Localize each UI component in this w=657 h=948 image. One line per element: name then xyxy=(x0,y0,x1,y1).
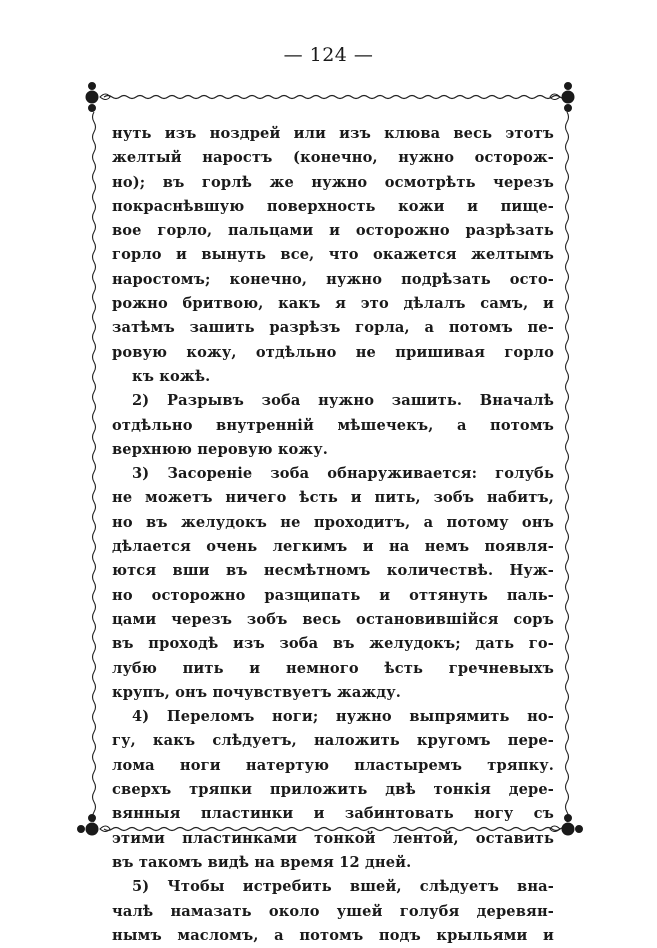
text-line: чалѣ намазать около ушей голубя деревян- xyxy=(112,902,554,920)
text-line: горло и вынуть все, что окажется желтымъ xyxy=(112,246,554,264)
text-line: 2) Разрывъ зоба нужно зашить. Вначалѣ xyxy=(132,392,554,410)
text-line: верхнюю перовую кожу. xyxy=(112,440,329,458)
text-line: затѣмъ зашить разрѣзъ горла, а потомъ пе- xyxy=(112,319,554,337)
body-text xyxy=(112,122,554,948)
text-line: сверхъ тряпки приложить двѣ тонкія дере- xyxy=(112,781,554,799)
text-line: вянныя пластинки и забинтовать ногу съ xyxy=(112,805,554,823)
text-line: но въ желудокъ не проходитъ, а потому онъ xyxy=(112,513,554,531)
text-line: 5) Чтобы истребить вшей, слѣдуетъ вна- xyxy=(132,878,554,896)
top-border-line xyxy=(104,96,568,99)
text-line: но); въ горлѣ же нужно осмотрѣть черезъ xyxy=(112,173,554,191)
text-line: нымъ масломъ, а потомъ подъ крыльями и xyxy=(112,926,554,944)
text-line: дѣлается очень легкимъ и на немъ появля- xyxy=(112,538,554,556)
text-line: ровую кожу, отдѣльно не пришивая горло xyxy=(112,343,554,361)
text-line: въ проходѣ изъ зоба въ желудокъ; дать го- xyxy=(112,635,554,653)
text-line: 4) Переломъ ноги; нужно выпрямить но- xyxy=(132,708,554,726)
right-border-line xyxy=(566,112,569,822)
text-line: 3) Засореніе зоба обнаруживается: голубь xyxy=(132,465,554,483)
text-line: отдѣльно внутренній мѣшечекъ, а потомъ xyxy=(112,416,554,434)
text-line: цами черезъ зобъ весь остановившійся соръ xyxy=(112,610,554,628)
text-line: не можетъ ничего ѣсть и пить, зобъ набитъ, xyxy=(112,489,554,507)
paragraph-2 xyxy=(112,389,554,462)
paragraph-4 xyxy=(112,705,554,875)
corner-ornament-bottom-left xyxy=(78,815,111,836)
text-line: гу, какъ слѣдуетъ, наложить кругомъ пере- xyxy=(112,732,554,750)
text-line: къ кожѣ. xyxy=(132,367,211,385)
paragraph-3 xyxy=(112,462,554,705)
text-line: наростомъ; конечно, нужно подрѣзать осто- xyxy=(112,270,554,288)
text-line: ются вши въ несмѣтномъ количествѣ. Нуж- xyxy=(112,562,554,580)
paragraph-5 xyxy=(112,875,554,948)
paragraph-1 xyxy=(112,122,554,389)
text-line: желтый наростъ (конечно, нужно осторож- xyxy=(112,149,554,167)
text-line: вое горло, пальцами и осторожно разрѣзать xyxy=(112,222,554,240)
text-line: въ такомъ видѣ на время 12 дней. xyxy=(112,853,412,871)
corner-ornament-top-left xyxy=(86,83,110,112)
corner-ornament-bottom-right xyxy=(550,815,583,836)
text-line: лома ноги натертую пластыремъ тряпку. xyxy=(112,756,554,774)
text-line: покраснѣвшую поверхность кожи и пище- xyxy=(112,197,554,215)
text-line: рожно бритвою, какъ я это дѣлалъ самъ, и xyxy=(112,295,554,313)
corner-ornament-top-right xyxy=(550,83,574,112)
text-line: но осторожно разщипать и оттянуть паль- xyxy=(112,586,554,604)
left-border-line xyxy=(93,112,96,822)
page-number: — 124 — xyxy=(283,44,374,66)
text-line: этими пластинками тонкой лентой, оставить xyxy=(112,829,554,847)
text-line: нуть изъ ноздрей или изъ клюва весь этотъ xyxy=(112,125,554,142)
text-line: лубю пить и немного ѣсть гречневыхъ xyxy=(112,659,554,677)
text-line: крупъ, онъ почувствуетъ жажду. xyxy=(112,683,401,701)
